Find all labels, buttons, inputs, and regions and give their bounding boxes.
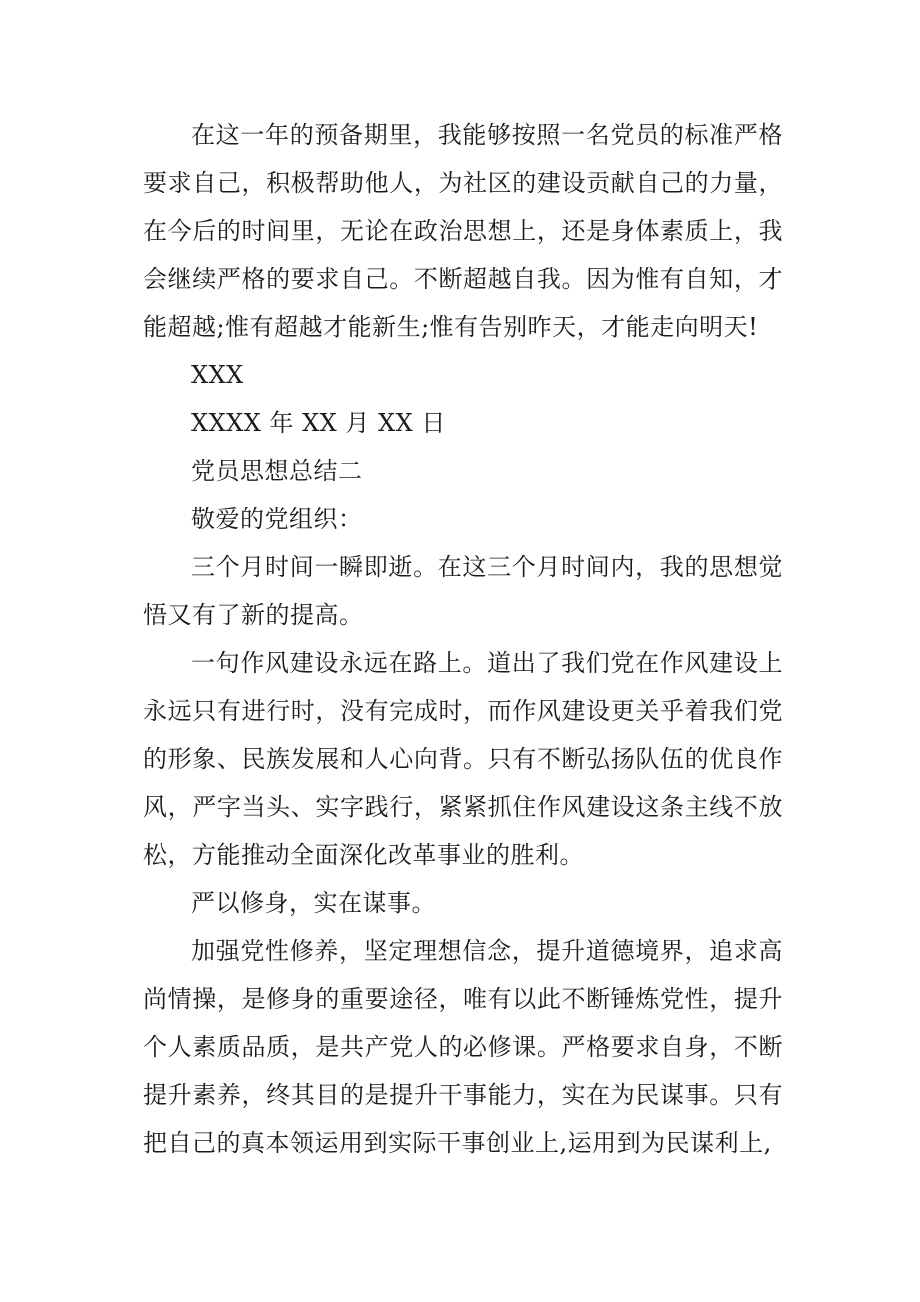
paragraph-work-style: 一句作风建设永远在路上。道出了我们党在作风建设上永远只有进行时，没有完成时，而作风建设更关乎着我们党的形象、民族发展和人心向背。只有不断弘扬队伍的优良作风，严字当头、实字践行，紧紧抓住作风建设这条主线不放松，方能推动全面深化改革事业的胜利。	[143, 649, 783, 869]
signature-name: XXX	[191, 361, 244, 389]
salutation: 敬爱的党组织：	[191, 505, 363, 533]
signature-date: XXXX 年 XX 月 XX 日	[191, 409, 446, 437]
paragraph-party-spirit: 加强党性修养，坚定理想信念，提升道德境界，追求高尚情操，是修身的重要途径，唯有以此不断锤炼党性，提升个人素质品质，是共产党人的必修课。严格要求自身，不断提升素养，终其目的是提升干事能力，实在为民谋事。只有把自己的真本领运用到实际干事创业上,运用到为民谋利上,	[143, 937, 783, 1157]
section-title: 党员思想总结二	[191, 457, 363, 485]
paragraph-three-months: 三个月时间一瞬即逝。在这三个月时间内，我的思想觉悟又有了新的提高。	[143, 553, 783, 629]
paragraph-self-cultivation-heading: 严以修身，实在谋事。	[191, 889, 436, 917]
paragraph-probation-summary: 在这一年的预备期里，我能够按照一名党员的标准严格要求自己，积极帮助他人，为社区的建设贡献自己的力量，在今后的时间里，无论在政治思想上，还是身体素质上，我会继续严格的要求自己。不断超越自我。因为惟有自知，才能超越;惟有超越才能新生;惟有告别昨天，才能走向明天!	[143, 121, 783, 341]
document-page	[143, 111, 783, 1167]
